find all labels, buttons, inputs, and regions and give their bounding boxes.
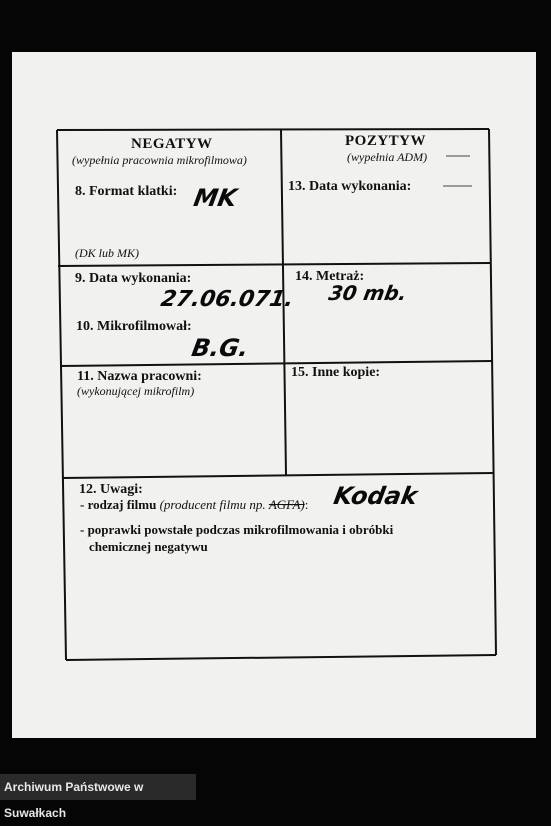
field-12-corrections-line-1: - poprawki powstałe podczas mikrofilmowania i obróbki	[80, 522, 394, 537]
field-12-corrections-line-2: chemicznej negatywu	[89, 539, 208, 554]
film-colon: :	[304, 497, 309, 512]
form-divider-2	[60, 361, 492, 366]
pozytyw-title: POZYTYW	[345, 133, 427, 149]
form-border-right	[489, 129, 496, 655]
field-8-hint: (DK lub MK)	[75, 246, 139, 260]
field-9-label: 9. Data wykonania:	[75, 271, 192, 286]
field-13-label: 13. Data wykonania:	[288, 179, 412, 194]
field-15-label: 15. Inne kopie:	[291, 365, 381, 380]
form-border-bottom	[66, 655, 496, 660]
archive-footer-label: Archiwum Państwowe w Suwałkach	[0, 774, 196, 800]
field-12-film-type-line	[80, 497, 308, 513]
form-divider-1	[58, 263, 490, 266]
field-12-label: 12. Uwagi:	[79, 482, 143, 497]
film-type-text: - rodzaj filmu	[80, 497, 157, 512]
field-10-handwritten-value: B.G.	[189, 334, 251, 362]
field-14-handwritten-value: 30 mb.	[326, 281, 409, 305]
pozytyw-subtitle: (wypełnia ADM)	[347, 150, 428, 164]
field-12-handwritten-value: Kodak	[331, 482, 420, 510]
field-11-hint: (wykonującej mikrofilm)	[77, 384, 195, 398]
field-8-handwritten-value: MK	[191, 184, 239, 212]
negatyw-title: NEGATYW	[131, 136, 213, 152]
negatyw-subtitle: (wypełnia pracownia mikrofilmowa)	[72, 153, 247, 167]
form-divider-3	[62, 473, 494, 478]
field-11-label: 11. Nazwa pracowni:	[77, 369, 202, 384]
field-10-label: 10. Mikrofilmował:	[76, 319, 192, 334]
field-14-label: 14. Metraż:	[295, 269, 365, 284]
form-border-left	[57, 130, 66, 660]
film-producent-text: (producent filmu np.	[159, 497, 266, 512]
film-agfa-struck-text: AGFA)	[268, 497, 305, 512]
form-border-top	[57, 129, 489, 130]
field-9-handwritten-value: 27.06.071.	[158, 287, 296, 312]
field-8-label: 8. Format klatki:	[75, 184, 178, 199]
